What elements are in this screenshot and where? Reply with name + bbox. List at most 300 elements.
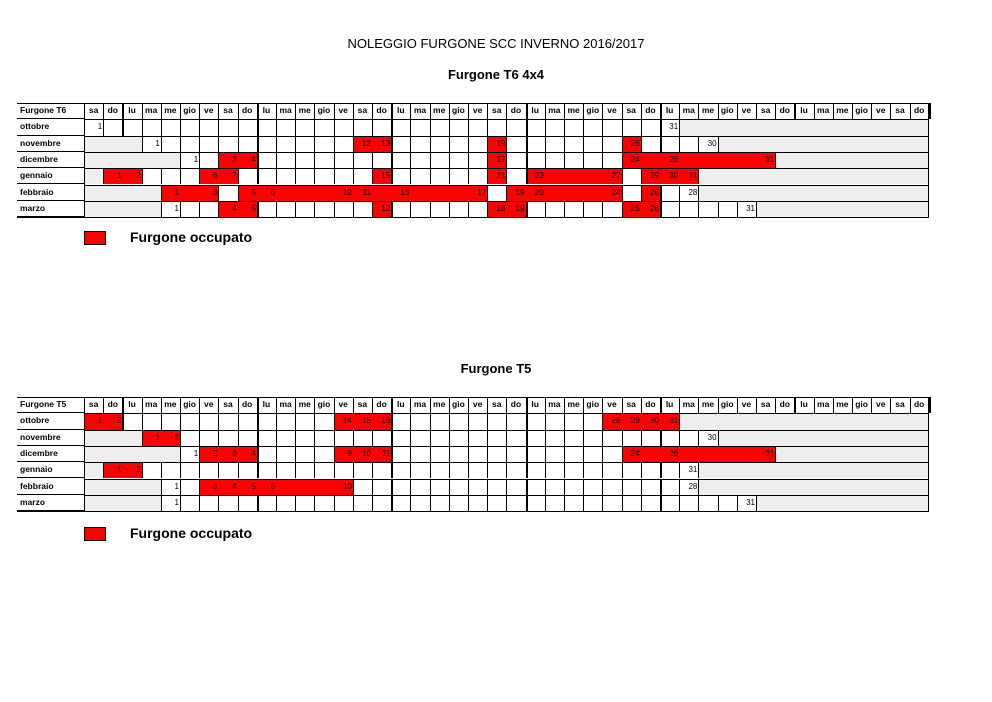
weekday-header: sa bbox=[626, 399, 636, 409]
day-divider bbox=[353, 136, 354, 152]
header-divider bbox=[775, 103, 776, 119]
weekday-header: lu bbox=[128, 399, 136, 409]
day-divider bbox=[526, 495, 528, 511]
day-divider bbox=[583, 201, 584, 217]
day-divider bbox=[430, 168, 431, 184]
day-number: 1 bbox=[174, 481, 179, 491]
row-divider bbox=[84, 152, 929, 153]
day-number: 19 bbox=[496, 138, 506, 148]
header-divider bbox=[391, 103, 393, 119]
weekday-header: sa bbox=[760, 399, 771, 409]
day-divider bbox=[218, 185, 219, 201]
day-divider bbox=[622, 430, 623, 446]
day-divider bbox=[506, 185, 507, 201]
day-divider bbox=[698, 430, 699, 446]
day-number: 23 bbox=[534, 171, 544, 181]
day-divider bbox=[257, 462, 259, 478]
day-divider bbox=[180, 119, 181, 135]
day-number: 5 bbox=[251, 203, 256, 213]
month-label: dicembre bbox=[17, 152, 84, 168]
day-number: 24 bbox=[630, 448, 640, 458]
day-divider bbox=[410, 152, 411, 168]
header-divider bbox=[122, 103, 124, 119]
day-divider bbox=[391, 136, 393, 152]
day-divider bbox=[372, 119, 373, 135]
day-divider bbox=[238, 413, 239, 429]
legend-label: Furgone occupato bbox=[130, 525, 253, 541]
weekday-header: sa bbox=[88, 105, 99, 115]
day-divider bbox=[295, 152, 296, 168]
day-number: 28 bbox=[688, 187, 698, 197]
day-divider bbox=[602, 446, 603, 462]
header-divider bbox=[506, 103, 507, 119]
weekday-header: lu bbox=[800, 105, 808, 115]
day-number: 11 bbox=[381, 448, 391, 458]
day-divider bbox=[410, 119, 411, 135]
header-divider bbox=[852, 397, 853, 413]
weekday-header: me bbox=[433, 399, 446, 409]
day-number: 25 bbox=[630, 203, 640, 213]
day-number: 21 bbox=[496, 171, 506, 181]
day-divider bbox=[602, 201, 603, 217]
day-divider bbox=[487, 185, 488, 201]
day-number: 5 bbox=[251, 481, 256, 491]
day-divider bbox=[372, 495, 373, 511]
header-divider bbox=[295, 397, 296, 413]
day-divider bbox=[276, 446, 277, 462]
day-divider bbox=[564, 136, 565, 152]
day-divider bbox=[314, 430, 315, 446]
day-divider bbox=[391, 479, 393, 495]
weekday-header: ve bbox=[741, 399, 752, 409]
day-divider bbox=[545, 201, 546, 217]
day-divider bbox=[410, 413, 411, 429]
day-divider bbox=[564, 119, 565, 135]
day-divider bbox=[372, 479, 373, 495]
day-divider bbox=[161, 168, 162, 184]
day-divider bbox=[641, 136, 642, 152]
day-number: 6 bbox=[270, 481, 275, 491]
day-number: 26 bbox=[630, 138, 640, 148]
header-divider bbox=[449, 397, 450, 413]
day-divider bbox=[622, 462, 623, 478]
day-divider bbox=[180, 479, 181, 495]
header-divider bbox=[295, 103, 296, 119]
day-divider bbox=[218, 462, 219, 478]
weekday-header: sa bbox=[760, 105, 771, 115]
day-number: 2 bbox=[116, 416, 122, 426]
weekday-header: sa bbox=[223, 399, 233, 409]
inactive-cells bbox=[775, 446, 929, 462]
header-divider bbox=[257, 397, 259, 413]
day-number: 2 bbox=[136, 465, 141, 475]
day-divider bbox=[410, 201, 411, 217]
day-divider bbox=[430, 479, 431, 495]
day-divider bbox=[698, 185, 699, 201]
day-divider bbox=[622, 495, 623, 511]
header-divider bbox=[122, 397, 124, 413]
weekday-header: gio bbox=[317, 399, 331, 409]
day-divider bbox=[449, 168, 450, 184]
day-divider bbox=[583, 136, 584, 152]
day-number: 12 bbox=[381, 203, 391, 213]
day-divider bbox=[641, 168, 642, 184]
day-divider bbox=[295, 201, 296, 217]
day-divider bbox=[238, 430, 239, 446]
day-divider bbox=[161, 413, 162, 429]
day-divider bbox=[295, 119, 296, 135]
day-divider bbox=[526, 119, 528, 135]
header-divider bbox=[238, 103, 239, 119]
weekday-header: do bbox=[510, 399, 522, 409]
day-divider bbox=[353, 201, 354, 217]
header-divider bbox=[814, 103, 815, 119]
day-divider bbox=[142, 430, 143, 446]
inactive-cells bbox=[84, 495, 161, 511]
day-number: 30 bbox=[707, 432, 717, 442]
day-divider bbox=[218, 152, 219, 168]
weekday-header: ve bbox=[204, 105, 214, 115]
weekday-header: gio bbox=[855, 105, 868, 115]
header-divider bbox=[602, 397, 603, 413]
day-divider bbox=[718, 136, 719, 152]
weekday-header: sa bbox=[223, 105, 233, 115]
month-label: marzo bbox=[17, 495, 84, 511]
day-divider bbox=[410, 462, 411, 478]
header-divider bbox=[756, 397, 757, 413]
day-divider bbox=[122, 119, 124, 135]
day-divider bbox=[161, 495, 162, 511]
day-number: 19 bbox=[515, 203, 525, 213]
day-divider bbox=[199, 495, 200, 511]
grid-edge bbox=[928, 397, 929, 511]
header-divider bbox=[910, 397, 911, 413]
day-divider bbox=[487, 413, 488, 429]
day-divider bbox=[679, 185, 680, 201]
day-divider bbox=[564, 430, 565, 446]
weekday-header: ma bbox=[682, 399, 695, 409]
inactive-cells bbox=[775, 152, 929, 168]
day-number: 31 bbox=[669, 122, 679, 132]
day-divider bbox=[622, 168, 623, 184]
header-divider bbox=[814, 397, 815, 413]
day-divider bbox=[161, 136, 162, 152]
day-divider bbox=[161, 185, 162, 201]
day-divider bbox=[199, 479, 200, 495]
grid-edge bbox=[84, 397, 85, 511]
day-divider bbox=[468, 152, 469, 168]
day-divider bbox=[583, 479, 584, 495]
day-divider bbox=[449, 495, 450, 511]
weekday-header: lu bbox=[800, 399, 808, 409]
day-number: 17 bbox=[477, 187, 487, 197]
weekday-header: me bbox=[298, 399, 311, 409]
day-divider bbox=[506, 479, 507, 495]
day-divider bbox=[468, 413, 469, 429]
weekday-header: ve bbox=[607, 399, 617, 409]
day-number: 31 bbox=[765, 154, 775, 164]
header-divider bbox=[660, 397, 662, 413]
day-divider bbox=[180, 168, 181, 184]
header-divider bbox=[526, 103, 528, 119]
day-divider bbox=[468, 479, 469, 495]
header-divider bbox=[257, 103, 259, 119]
weekday-header: ve bbox=[741, 105, 752, 115]
day-divider bbox=[276, 168, 277, 184]
day-divider bbox=[410, 479, 411, 495]
weekday-header: ma bbox=[279, 399, 292, 409]
day-divider bbox=[314, 413, 315, 429]
day-divider bbox=[564, 201, 565, 217]
day-divider bbox=[583, 413, 584, 429]
header-divider bbox=[372, 397, 373, 413]
day-divider bbox=[334, 119, 335, 135]
header-divider bbox=[737, 103, 738, 119]
weekday-header: lu bbox=[531, 399, 539, 409]
day-divider bbox=[737, 495, 738, 511]
day-number: 13 bbox=[381, 138, 391, 148]
day-divider bbox=[487, 152, 488, 168]
weekday-header: sa bbox=[88, 399, 99, 409]
weekday-header: ve bbox=[472, 399, 483, 409]
weekday-header: gio bbox=[586, 399, 600, 409]
day-divider bbox=[564, 152, 565, 168]
row-divider bbox=[84, 201, 929, 202]
day-divider bbox=[430, 430, 431, 446]
inactive-cells bbox=[84, 152, 180, 168]
day-divider bbox=[218, 413, 219, 429]
header-divider bbox=[871, 103, 872, 119]
day-number: 24 bbox=[611, 187, 621, 197]
day-number: 4 bbox=[232, 481, 237, 491]
day-number: 10 bbox=[342, 481, 352, 491]
header-divider bbox=[142, 397, 143, 413]
inactive-cells bbox=[698, 168, 928, 184]
header-divider bbox=[410, 397, 411, 413]
header-divider bbox=[276, 103, 277, 119]
weekday-header: ma bbox=[279, 105, 292, 115]
weekday-header: lu bbox=[665, 105, 674, 115]
header-divider bbox=[679, 397, 680, 413]
legend-swatch bbox=[84, 527, 106, 541]
header-divider bbox=[545, 103, 546, 119]
weekday-header: sa bbox=[895, 105, 905, 115]
day-divider bbox=[391, 462, 393, 478]
header-divider bbox=[218, 397, 219, 413]
weekday-header: ve bbox=[204, 399, 214, 409]
day-divider bbox=[506, 462, 507, 478]
day-divider bbox=[679, 413, 680, 429]
row-divider bbox=[84, 430, 929, 431]
month-label: ottobre bbox=[17, 119, 84, 135]
day-divider bbox=[391, 430, 393, 446]
day-divider bbox=[583, 430, 584, 446]
day-divider bbox=[238, 185, 239, 201]
day-divider bbox=[257, 495, 259, 511]
day-number: 30 bbox=[707, 138, 717, 148]
header-divider bbox=[737, 397, 738, 413]
day-number: 1 bbox=[174, 497, 179, 507]
day-number: 15 bbox=[381, 171, 391, 181]
section-title-t6: Furgone T6 4x4 bbox=[447, 67, 545, 82]
header-divider bbox=[468, 103, 469, 119]
day-divider bbox=[334, 430, 335, 446]
day-divider bbox=[142, 413, 143, 429]
weekday-header: me bbox=[164, 105, 177, 115]
day-divider bbox=[314, 201, 315, 217]
weekday-header: do bbox=[107, 399, 118, 409]
header-divider bbox=[449, 103, 450, 119]
day-divider bbox=[199, 168, 200, 184]
day-divider bbox=[257, 119, 259, 135]
day-divider bbox=[660, 136, 662, 152]
day-divider bbox=[430, 201, 431, 217]
day-number: 31 bbox=[688, 465, 698, 475]
day-divider bbox=[257, 430, 259, 446]
day-divider bbox=[487, 446, 488, 462]
row-divider bbox=[84, 479, 929, 480]
day-divider bbox=[622, 185, 623, 201]
month-label: novembre bbox=[17, 136, 84, 152]
header-divider bbox=[775, 397, 776, 413]
header-divider bbox=[583, 103, 584, 119]
day-divider bbox=[199, 462, 200, 478]
weekday-header: do bbox=[913, 399, 925, 409]
day-divider bbox=[430, 152, 431, 168]
day-divider bbox=[257, 446, 259, 462]
occupied-block bbox=[622, 152, 776, 168]
day-divider bbox=[583, 462, 584, 478]
day-number: 9 bbox=[347, 448, 352, 458]
day-number: 26 bbox=[650, 187, 659, 197]
weekday-header: gio bbox=[183, 105, 196, 115]
header-divider bbox=[794, 397, 796, 413]
day-divider bbox=[468, 119, 469, 135]
header-divider bbox=[180, 103, 181, 119]
inactive-cells bbox=[84, 185, 161, 201]
weekday-header: gio bbox=[720, 105, 734, 115]
day-number: 13 bbox=[400, 187, 410, 197]
weekday-header: gio bbox=[317, 105, 331, 115]
day-divider bbox=[161, 462, 162, 478]
day-divider bbox=[487, 119, 488, 135]
header-divider bbox=[583, 397, 584, 413]
row-divider bbox=[84, 136, 929, 137]
day-divider bbox=[180, 495, 181, 511]
day-divider bbox=[468, 430, 469, 446]
weekday-header: me bbox=[433, 105, 446, 115]
day-divider bbox=[506, 136, 507, 152]
inactive-cells bbox=[84, 430, 142, 446]
weekday-header: ve bbox=[338, 399, 348, 409]
header-divider bbox=[718, 397, 719, 413]
weekday-header: do bbox=[510, 105, 522, 115]
header-divider bbox=[718, 103, 719, 119]
day-number: 31 bbox=[765, 448, 775, 458]
day-number: 14 bbox=[342, 416, 352, 426]
day-divider bbox=[545, 119, 546, 135]
day-divider bbox=[449, 413, 450, 429]
weekday-header: gio bbox=[183, 399, 196, 409]
day-divider bbox=[276, 201, 277, 217]
day-number: 1 bbox=[97, 122, 103, 132]
weekday-header: lu bbox=[128, 105, 136, 115]
weekday-header: ma bbox=[817, 105, 830, 115]
day-number: 29 bbox=[650, 171, 659, 181]
day-number: 4 bbox=[251, 154, 256, 164]
grid-header-label: Furgone T5 bbox=[17, 397, 84, 413]
inactive-cells bbox=[84, 168, 103, 184]
day-divider bbox=[353, 495, 354, 511]
inactive-cells bbox=[698, 479, 928, 495]
day-divider bbox=[103, 168, 104, 184]
day-divider bbox=[698, 495, 699, 511]
day-divider bbox=[622, 136, 623, 152]
day-divider bbox=[545, 152, 546, 168]
day-number: 11 bbox=[362, 187, 371, 197]
day-divider bbox=[679, 119, 680, 135]
month-label: febbraio bbox=[17, 185, 84, 201]
day-divider bbox=[257, 152, 259, 168]
day-divider bbox=[526, 152, 528, 168]
weekday-header: gio bbox=[452, 105, 465, 115]
day-divider bbox=[602, 413, 603, 429]
day-divider bbox=[142, 462, 143, 478]
day-number: 18 bbox=[496, 203, 506, 213]
day-divider bbox=[314, 119, 315, 135]
day-number: 31 bbox=[688, 171, 698, 181]
grid-header-label: Furgone T6 bbox=[17, 103, 84, 119]
inactive-cells bbox=[679, 413, 929, 429]
weekday-header: do bbox=[376, 399, 387, 409]
header-divider bbox=[353, 103, 354, 119]
day-divider bbox=[718, 201, 719, 217]
day-divider bbox=[449, 152, 450, 168]
day-divider bbox=[410, 495, 411, 511]
weekday-header: sa bbox=[492, 399, 502, 409]
day-divider bbox=[295, 168, 296, 184]
day-number: 28 bbox=[688, 481, 698, 491]
header-divider bbox=[660, 103, 662, 119]
header-divider bbox=[545, 397, 546, 413]
header-divider bbox=[622, 103, 623, 119]
header-divider bbox=[199, 397, 200, 413]
weekday-header: ma bbox=[817, 399, 830, 409]
day-divider bbox=[276, 430, 277, 446]
day-number: 1 bbox=[174, 203, 179, 213]
day-divider bbox=[218, 430, 219, 446]
day-divider bbox=[372, 168, 373, 184]
header-divider bbox=[679, 103, 680, 119]
day-divider bbox=[353, 168, 354, 184]
weekday-header: ma bbox=[682, 105, 695, 115]
weekday-header: ma bbox=[145, 399, 158, 409]
day-divider bbox=[314, 136, 315, 152]
day-divider bbox=[199, 446, 200, 462]
day-divider bbox=[506, 430, 507, 446]
day-divider bbox=[391, 201, 393, 217]
day-divider bbox=[468, 201, 469, 217]
day-divider bbox=[410, 446, 411, 462]
day-divider bbox=[660, 201, 662, 217]
day-divider bbox=[545, 136, 546, 152]
header-divider bbox=[430, 397, 431, 413]
header-divider bbox=[929, 397, 931, 413]
day-divider bbox=[314, 446, 315, 462]
inactive-cells bbox=[718, 136, 929, 152]
day-number: 5 bbox=[251, 187, 256, 197]
day-divider bbox=[334, 201, 335, 217]
